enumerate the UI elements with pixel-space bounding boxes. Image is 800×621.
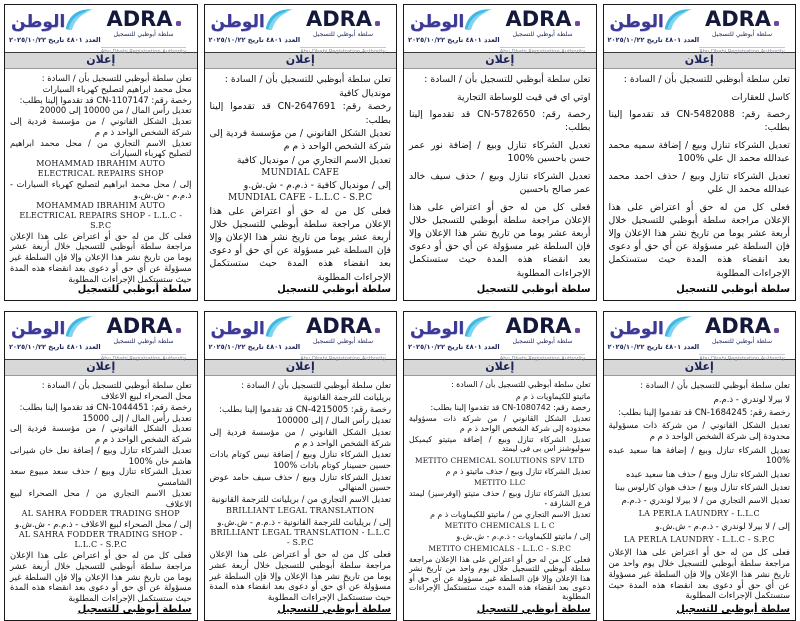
adra-english-name: Abu Dhabi Registration Authority bbox=[699, 356, 785, 363]
announcement-title-bar: إعلان bbox=[205, 52, 397, 69]
alwatan-swoosh-icon bbox=[63, 7, 95, 30]
alwatan-logo: الوطن bbox=[609, 319, 664, 340]
card-header bbox=[604, 5, 796, 55]
ad-line: تعديل الشركاء تنازل وبيع / حذف ماتيتو ذ م م bbox=[445, 466, 591, 476]
ad-line: AL SAHRA FODDER TRADING SHOP bbox=[21, 509, 180, 519]
adra-english-name: Abu Dhabi Registration Authority bbox=[100, 49, 187, 55]
ad-line: إلى / محل محمد ابراهيم لتصليح كهرباء السيارات - ذ.م.م - ش.ش.و bbox=[10, 179, 192, 200]
adra-logo bbox=[494, 316, 592, 337]
adra-logo-block bbox=[95, 9, 193, 57]
announcement-title-bar: إعلان bbox=[404, 52, 596, 69]
adra-logo-text: ADRA bbox=[305, 314, 373, 339]
ad-line: رخصة رقم: CN-1684245 قد تقدموا إلينا بطلب: bbox=[618, 407, 790, 417]
alwatan-logo: الوطن bbox=[210, 12, 265, 32]
ad-line: رخصة رقم: CN-1107147 قد تقدموا إلينا بطلب: bbox=[19, 94, 192, 105]
ad-line: تعلن سلطة أبوظبي للتسجيل بأن / السادة : bbox=[451, 380, 591, 390]
announcement-body bbox=[404, 69, 596, 300]
alwatan-logo: الوطن bbox=[609, 12, 664, 32]
ad-line: METITO CHEMICAL SOLUTIONS SPV LTD bbox=[414, 455, 585, 465]
ad-line: ELECTRICAL REPAIRS SHOP - L.L.C - S.P.C bbox=[19, 210, 183, 230]
announcement-title-bar: إعلان bbox=[5, 359, 197, 376]
adra-dot-icon bbox=[575, 21, 580, 26]
authority-signature: سلطة أبوظبي للتسجيل bbox=[77, 603, 192, 615]
alwatan-logo: الوطن bbox=[11, 12, 66, 32]
ad-line: MOHAMMAD IBRAHIM AUTO bbox=[36, 159, 166, 168]
ad-line: تعديل الشركاء تنازل وبيع / حذف سيف حامد عوض حسين المنهالي bbox=[209, 471, 391, 493]
adra-dot-icon bbox=[176, 21, 181, 26]
ad-line: METITO CHEMICALS - L.L.C - S.P.C bbox=[428, 543, 572, 553]
adra-dot-icon bbox=[375, 328, 380, 333]
ad-line: بريليانت للترجمة القانونية bbox=[303, 391, 391, 402]
adra-logo-block bbox=[294, 9, 392, 57]
ad-line: رخصة رقم: CN-5782650 قد تقدموا إلينا بطلب: bbox=[409, 109, 591, 134]
authority-signature: سلطة أبوظبي للتسجيل bbox=[277, 284, 391, 296]
announcement-card-metito-chemicals bbox=[403, 311, 597, 621]
announcement-card-mundial-cafe bbox=[204, 4, 398, 301]
adra-arabic-name: سلطة أبوظبي للتسجيل bbox=[512, 31, 573, 38]
ad-line: تعديل الشركاء تنازل وبيع / إضافة هنا سعيد عبده %100 bbox=[608, 444, 790, 466]
announcement-title-bar: إعلان bbox=[5, 52, 197, 69]
authority-signature: سلطة أبوظبي للتسجيل bbox=[476, 603, 591, 615]
adra-dot-icon bbox=[774, 21, 779, 26]
ad-line: فعلى كل من له حق أو اعتراض على هذا الإعلان مراجعة سلطة أبوظبي للتسجيل خلال يوم واحد من تاريخ نشر هذا الإعلان وإلا فإن السلطة غير مسؤولة عن أي حق أو دعوى بعد انقضاء هذه المدة حيث ستستكمل الإجراءات المطلوبة bbox=[608, 547, 790, 601]
ad-line: LA PERLA LAUNDRY - L.L.C bbox=[638, 508, 760, 518]
alwatan-swoosh-icon bbox=[662, 7, 694, 30]
ad-line: تعلن سلطة أبوظبي للتسجيل بأن / السادة : bbox=[41, 73, 192, 83]
ad-line: إلى / لا بيرلا لوندري - ذ.م.م - ش.ش.و bbox=[655, 521, 790, 532]
ad-line: LA PERLA LAUNDRY - L.L.C - S.P.C bbox=[623, 534, 775, 544]
authority-signature: سلطة أبوظبي للتسجيل bbox=[676, 603, 790, 615]
ad-line: MUNDIAL CAFE - L.L.C - S.P.C bbox=[228, 193, 373, 204]
adra-logo-text: ADRA bbox=[505, 7, 572, 31]
ad-line: فعلى كل من له حق أو اعتراض على هذا الإعلان مراجعة سلطة أبوظبي للتسجيل خلال أربعة عشر يوما من تاريخ نشر هذا الإعلان وإلا فإن السلطة غير مسؤولة عن أي حق أو دعوى بعد انقضاء هذه المدة حيث ستستكمل الإجراءات المطلوبة bbox=[409, 201, 591, 279]
announcement-title-bar: إعلان bbox=[604, 52, 796, 69]
ad-line: تعلن سلطة أبوظبي للتسجيل بأن / السادة : bbox=[41, 380, 192, 391]
adra-logo-text: ADRA bbox=[704, 314, 772, 339]
card-header bbox=[205, 312, 397, 363]
ad-line: محل محمد ابراهيم لتصليح كهرباء السيارات bbox=[42, 83, 192, 94]
announcement-card-mohammad-ibrahim-auto bbox=[4, 4, 198, 301]
ad-line: فعلى كل من له حق أو اعتراض على هذا الإعلان مراجعة سلطة أبوظبي للتسجيل خلال يوم واحد من تاريخ نشر هذا الإعلان وإلا فإن السلطة غير مسؤولة عن أي حق أو دعوى بعد انقضاء هذه المدة حيث ستستكمل الإجراءات المطلوبة bbox=[409, 554, 591, 602]
alwatan-logo: الوطن bbox=[410, 319, 465, 340]
adra-arabic-name: سلطة أبوظبي للتسجيل bbox=[113, 338, 174, 346]
ad-line: لا بيرلا لوندري - ذ.م.م bbox=[713, 393, 790, 404]
ad-line: BRILLIANT LEGAL TRANSLATION - L.L.C - S.P.C bbox=[210, 528, 391, 548]
adra-english-name: Abu Dhabi Registration Authority bbox=[300, 356, 386, 363]
adra-arabic-name: سلطة أبوظبي للتسجيل bbox=[312, 31, 373, 38]
announcement-body bbox=[5, 376, 197, 620]
ad-line: رخصة رقم: CN-2647691 قد تقدموا إلينا بطلب: bbox=[209, 101, 391, 126]
alwatan-logo: الوطن bbox=[210, 319, 265, 340]
adra-english-name: Abu Dhabi Registration Authority bbox=[100, 356, 187, 363]
ad-line: فعلى كل من له حق أو اعتراض على هذا الإعلان مراجعة سلطة أبوظبي للتسجيل خلال أربعة عشر يوما من تاريخ نشر هذا الإعلان وإلا فإن السلطة غير مسؤولة عن أي حق أو دعوى بعد انقضاء هذه المدة حيث ستستكمل الإجراءات المطلوبة bbox=[209, 549, 391, 603]
ad-line: كاسل للعقارات bbox=[731, 91, 790, 103]
ad-line: رخصة رقم: CN-5482088 قد تقدموا إلينا بطلب: bbox=[608, 109, 790, 134]
card-header bbox=[5, 312, 197, 363]
alwatan-swoosh-icon bbox=[63, 314, 95, 337]
alwatan-swoosh-icon bbox=[662, 314, 694, 337]
adra-logo-text: ADRA bbox=[505, 314, 572, 339]
ad-line: تعديل الاسم التجاري من / لا بيرلا لوندري - ذ.م.م bbox=[621, 495, 790, 506]
ad-line: تعديل الاسم التجاري من / بريليانت للترجمة القانونية bbox=[211, 493, 391, 504]
adra-english-name: Abu Dhabi Registration Authority bbox=[300, 49, 386, 55]
ad-line: مونديال كافية bbox=[339, 87, 391, 99]
ad-line: تعديل الشركاء تنازل وبيع / حذف متيتو (اوفرسيز) ليمتد فرع الشارقة - bbox=[409, 489, 591, 508]
ad-line: تعديل الشكل القانوني / من مؤسسة فردية إلى شركة الشخص الواحد ذ م م bbox=[10, 116, 192, 137]
adra-logo bbox=[693, 9, 791, 30]
adra-english-name: Abu Dhabi Registration Authority bbox=[499, 356, 586, 363]
adra-english-name: Abu Dhabi Registration Authority bbox=[699, 49, 785, 55]
announcement-body bbox=[205, 376, 397, 620]
authority-signature: سلطة أبوظبي للتسجيل bbox=[476, 284, 591, 296]
adra-logo-block bbox=[693, 316, 791, 364]
issue-date-line: العدد ٤٨٠١ تاريخ ٢٠٢٥/١٠/٢٢ bbox=[9, 343, 101, 352]
ad-line: تعديل رأس المال / إلى 100000 bbox=[276, 415, 391, 426]
announcement-card-oti-iv-gate bbox=[403, 4, 597, 301]
issue-date-line: العدد ٤٨٠١ تاريخ ٢٠٢٥/١٠/٢٢ bbox=[408, 343, 500, 352]
ad-line: تعديل الشركاء تنازل وبيع / إضافة نيس كوتام بادات حسين حسينار كوتام بادات %100 bbox=[209, 449, 391, 470]
ad-line: تعديل الشركاء تنازل وبيع / حذف سيف خالد عمر صالح باحسين bbox=[409, 170, 591, 196]
ad-line: اوتي اي في قيت للوساطة التجارية bbox=[457, 91, 591, 103]
adra-dot-icon bbox=[375, 21, 380, 26]
card-header bbox=[404, 5, 596, 55]
card-header bbox=[205, 5, 397, 55]
ad-line: تعديل الشركاء تنازل وبيع / إضافة سميه محمد عبدالله محمد ال علي %100 bbox=[608, 140, 790, 165]
alwatan-swoosh-icon bbox=[263, 7, 295, 30]
adra-logo-block bbox=[494, 9, 592, 57]
ad-line: تعلن سلطة أبوظبي للتسجيل بأن / السادة : bbox=[241, 380, 391, 391]
adra-logo bbox=[95, 316, 193, 337]
ad-line: تعديل الشركاء تنازل وبيع / حذف احمد محمد عبدالله محمد ال علي bbox=[608, 170, 790, 196]
adra-logo-block bbox=[294, 316, 392, 364]
issue-date-line: العدد ٤٨٠١ تاريخ ٢٠٢٥/١٠/٢٢ bbox=[607, 36, 700, 44]
alwatan-swoosh-icon bbox=[263, 314, 295, 337]
ad-line: إلى / ماتيتو للكيماويات - ذ.م.م - ش.ش.و bbox=[456, 532, 591, 542]
ad-line: تعديل الشركاء تنازل وبيع / إضافة نور عمر حسن باحسين %100 bbox=[409, 140, 591, 165]
ad-line: تعلن سلطة أبوظبي للتسجيل بأن / السادة : bbox=[424, 74, 591, 85]
ad-line: تعديل الشركاء تنازل وبيع / حذف هوان كارلوس بينا bbox=[614, 482, 790, 492]
ad-line: تعديل رأس المال / إلى 15000 bbox=[82, 412, 192, 423]
announcement-card-castle-real-estate bbox=[603, 4, 797, 301]
ad-line: محل الصحراء لبيع الاعلاف bbox=[101, 391, 192, 401]
ad-line: فعلى كل من له حق أو اعتراض على هذا الإعلان مراجعة سلطة أبوظبي للتسجيل خلال أربعة عشر يوما من تاريخ نشر هذا الإعلان وإلا فإن السلطة غير مسؤولة عن أي حق أو دعوى بعد انقضاء هذه المدة حيث ستستكمل الإجراءات المطلوبة bbox=[10, 230, 192, 284]
announcement-body bbox=[604, 69, 796, 300]
alwatan-swoosh-icon bbox=[462, 7, 494, 30]
announcement-title-bar: إعلان bbox=[205, 359, 397, 376]
ad-line: تعديل الشكل القانوني / من مؤسسة فردية إلى شركة الشخص الواحد ذ م م bbox=[10, 423, 192, 444]
adra-logo-text: ADRA bbox=[704, 7, 772, 31]
adra-logo-text: ADRA bbox=[106, 7, 173, 31]
adra-logo bbox=[294, 316, 392, 337]
adra-logo-block bbox=[693, 9, 791, 57]
ad-line: فعلى كل من له حق أو اعتراض على هذا الإعلان مراجعة سلطة أبوظبي للتسجيل خلال أربعة عشر يوما من تاريخ نشر هذا الإعلان وإلا فإن السلطة غير مسؤولة عن أي حق أو دعوى بعد انقضاء هذه المدة حيث ستستكمل الإجراءات المطلوبة bbox=[10, 550, 192, 603]
ad-line: تعديل الشركاء تنازل وبيع / إضافة ميتيتو كيميكل سوليوشنز اس بى فى ليمتد bbox=[409, 434, 591, 454]
adra-logo bbox=[95, 9, 193, 30]
adra-logo bbox=[693, 316, 791, 337]
authority-signature: سلطة أبوظبي للتسجيل bbox=[277, 603, 391, 615]
ad-line: تعديل الشكل القانوني / من شركة ذات مسؤولية محدودة إلى شركة الشخص الواحد ذ م م bbox=[608, 420, 790, 442]
adra-english-name: Abu Dhabi Registration Authority bbox=[499, 49, 586, 55]
announcement-card-la-perla-laundry bbox=[603, 311, 797, 621]
alwatan-logo: الوطن bbox=[410, 12, 465, 32]
announcement-card-al-sahra-fodder bbox=[4, 311, 198, 621]
issue-date-line: العدد ٤٨٠١ تاريخ ٢٠٢٥/١٠/٢٢ bbox=[607, 343, 700, 352]
adra-arabic-name: سلطة أبوظبي للتسجيل bbox=[711, 31, 772, 38]
announcement-body bbox=[205, 69, 397, 300]
ad-line: BRILLIANT LEGAL TRANSLATION bbox=[226, 505, 375, 515]
ad-line: تعديل الاسم التجاري من / ماتيتو للكيماويات ذ م م bbox=[430, 509, 591, 519]
ad-line: رخصة رقم: CN-1044451 قد تقدموا إلينا بطلب: bbox=[19, 401, 192, 412]
adra-logo bbox=[494, 9, 592, 30]
ad-line: تعديل الشكل القانوني / من مؤسسة فردية إلى شركة الشخص الواحد ذ م م bbox=[209, 128, 391, 153]
ad-line: MUNDIAL CAFE bbox=[261, 167, 340, 178]
ad-line: تعديل الاسم التجاري من / محل محمد ابراهيم لتصليح كهرباء السيارات bbox=[10, 137, 192, 159]
card-header bbox=[404, 312, 596, 363]
issue-date-line: العدد ٤٨٠١ تاريخ ٢٠٢٥/١٠/٢٢ bbox=[408, 36, 500, 44]
ad-line: AL SAHRA FODDER TRADING SHOP - L.L.C - S.P.C bbox=[18, 530, 183, 549]
adra-logo-text: ADRA bbox=[305, 7, 373, 31]
ad-line: إلى / محل الصحراء لبيع الاعلاف - ذ.م.م - ش.ش.و bbox=[15, 519, 192, 530]
ad-line: تعديل الشركاء تنازل وبيع / حذف سعد مبيوع سعد الشامسي bbox=[10, 466, 192, 487]
announcement-title-bar: إعلان bbox=[404, 359, 596, 376]
adra-arabic-name: سلطة أبوظبي للتسجيل bbox=[312, 338, 373, 346]
adra-logo-block bbox=[95, 316, 193, 364]
ad-line: MOHAMMAD IBRAHIM AUTO bbox=[36, 200, 166, 210]
ad-line: METITO LLC bbox=[473, 478, 526, 488]
adra-dot-icon bbox=[176, 328, 181, 333]
ad-line: تعديل الشكل القانوني / من مؤسسة فردية إلى شركة الشخص الواحد ذ م م bbox=[209, 426, 391, 448]
ad-line: فعلى كل من له حق أو اعتراض على هذا الإعلان مراجعة سلطة أبوظبي للتسجيل خلال أربعة عشر يوما من تاريخ نشر هذا الإعلان وإلا فإن السلطة غير مسؤولة عن أي حق أو دعوى بعد انقضاء هذه المدة حيث ستستكمل الإجراءات المطلوبة bbox=[209, 205, 391, 283]
adra-arabic-name: سلطة أبوظبي للتسجيل bbox=[711, 338, 772, 346]
adra-logo-text: ADRA bbox=[106, 314, 173, 339]
ad-line: تعديل الشركاء تنازل وبيع / إضافة نعل خان شيرانى هاشم خان %100 bbox=[10, 444, 192, 466]
adra-dot-icon bbox=[774, 328, 779, 333]
issue-date-line: العدد ٤٨٠١ تاريخ ٢٠٢٥/١٠/٢٢ bbox=[9, 36, 101, 44]
ad-line: ماتيتو للكيماويات ذ م م bbox=[515, 391, 591, 401]
announcement-body bbox=[5, 69, 197, 300]
card-header bbox=[604, 312, 796, 363]
announcement-body bbox=[604, 376, 796, 620]
ad-line: تعديل رأس المال / من 10000 إلى 20000 bbox=[39, 105, 192, 116]
announcement-title-bar: إعلان bbox=[604, 359, 796, 376]
ad-line: تعديل الشكل القانوني / من شركة ذات مسؤولية محدودة إلى شركة الشخص الواحد ذ م م bbox=[409, 414, 591, 433]
alwatan-logo: الوطن bbox=[11, 319, 66, 340]
ad-line: تعلن سلطة أبوظبي للتسجيل بأن / السادة : bbox=[623, 74, 790, 85]
announcement-card-brilliant-legal-translation bbox=[204, 311, 398, 621]
ad-line: تعديل الشركاء تنازل وبيع / حذف هنا سعيد عبده bbox=[626, 468, 790, 479]
ad-line: تعلن سلطة أبوظبي للتسجيل بأن / السادة : bbox=[224, 74, 391, 85]
ad-line: تعديل الاسم التجاري من / محل الصحراء لبيع الاعلاف bbox=[10, 487, 192, 509]
alwatan-swoosh-icon bbox=[462, 314, 494, 337]
ad-line: إلى / بريليانت للترجمة القانونية - ذ.م.م - ش.ش.و bbox=[217, 516, 391, 527]
adra-dot-icon bbox=[575, 328, 580, 333]
adra-arabic-name: سلطة أبوظبي للتسجيل bbox=[512, 338, 573, 346]
ad-line: ELECTRICAL REPAIRS SHOP bbox=[37, 169, 164, 178]
adra-logo-block bbox=[494, 316, 592, 364]
issue-date-line: العدد ٤٨٠١ تاريخ ٢٠٢٥/١٠/٢٢ bbox=[208, 343, 301, 352]
ad-line: رخصة رقم: CN-1080742 قد تقدموا إلينا بطلب: bbox=[430, 402, 591, 412]
ad-line: فعلى كل من له حق أو اعتراض على هذا الإعلان مراجعة سلطة أبوظبي للتسجيل خلال أربعة عشر يوما من تاريخ نشر هذا الإعلان وإلا فإن السلطة غير مسؤولة عن أي حق أو دعوى بعد انقضاء هذه المدة حيث ستستكمل الإجراءات المطلوبة bbox=[608, 201, 790, 279]
adra-arabic-name: سلطة أبوظبي للتسجيل bbox=[113, 31, 174, 38]
ad-line: تعديل الاسم التجاري من / مونديال كافية bbox=[236, 155, 391, 167]
authority-signature: سلطة أبوظبي للتسجيل bbox=[77, 284, 192, 296]
ad-line: METITO CHEMICALS L L C bbox=[444, 521, 555, 531]
card-header bbox=[5, 5, 197, 55]
authority-signature: سلطة أبوظبي للتسجيل bbox=[676, 284, 790, 296]
ad-line: إلى / مونديال كافية - ذ.م.م - ش.ش.و bbox=[243, 180, 391, 192]
issue-date-line: العدد ٤٨٠١ تاريخ ٢٠٢٥/١٠/٢٢ bbox=[208, 36, 301, 44]
ad-line: تعلن سلطة أبوظبي للتسجيل بأن / السادة : bbox=[640, 380, 790, 391]
ad-line: رخصة رقم: CN-4215005 قد تقدموا إلينا بطلب: bbox=[219, 403, 391, 414]
announcement-body bbox=[404, 376, 596, 620]
adra-logo bbox=[294, 9, 392, 30]
